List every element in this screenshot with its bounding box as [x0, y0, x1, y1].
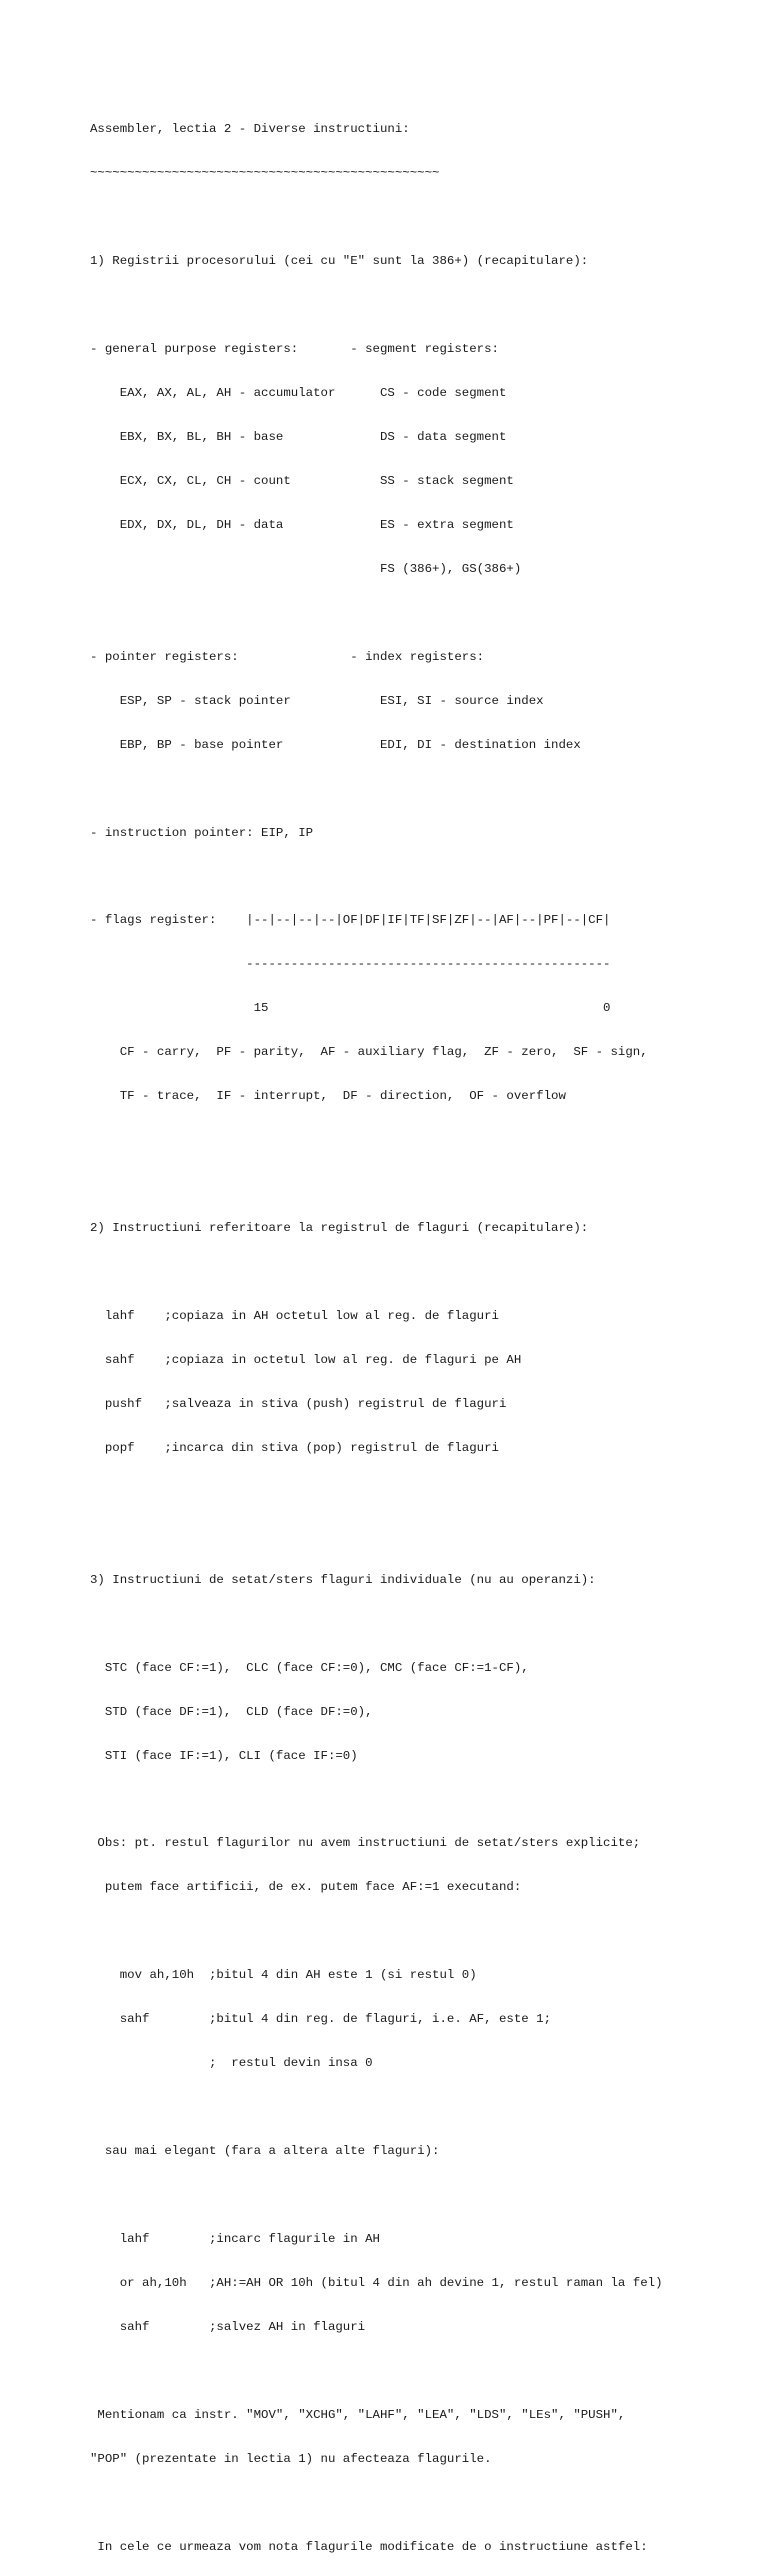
doc-line	[90, 1133, 663, 1148]
doc-line	[90, 2496, 663, 2511]
doc-line: sahf ;salvez AH in flaguri	[90, 2319, 366, 2334]
doc-line: sau mai elegant (fara a altera alte flaguri):	[90, 2144, 440, 2159]
doc-line: EBP, BP - base pointer EDI, DI - destination index	[90, 737, 581, 752]
doc-line: 15 0	[90, 1001, 611, 1016]
doc-line: 1) Registrii procesorului (cei cu "E" sunt la 386+) (recapitulare):	[90, 254, 589, 269]
doc-line: ~~~~~~~~~~~~~~~~~~~~~~~~~~~~~~~~~~~~~~~~~~~~~~~	[90, 166, 440, 181]
doc-line: ECX, CX, CL, CH - count SS - stack segment	[90, 473, 514, 488]
document-page	[90, 93, 663, 2569]
doc-line	[90, 1617, 663, 1632]
doc-line: or ah,10h ;AH:=AH OR 10h (bitul 4 din ah devine 1, restul raman la fel)	[90, 2276, 663, 2291]
doc-line: - instruction pointer: EIP, IP	[90, 825, 314, 840]
doc-line	[90, 210, 663, 225]
doc-line: STC (face CF:=1), CLC (face CF:=0), CMC (face CF:=1-CF),	[90, 1660, 529, 1675]
doc-line: lahf ;incarc flagurile in AH	[90, 2232, 380, 2247]
doc-line: -------------------------------------------------	[90, 957, 611, 972]
doc-line: sahf ;copiaza in octetul low al reg. de flaguri pe AH	[90, 1353, 522, 1367]
doc-line: - flags register: |--|--|--|--|OF|DF|IF|TF|SF|ZF|--|AF|--|PF|--|CF|	[90, 913, 611, 928]
doc-line	[90, 2188, 663, 2203]
doc-line: lahf ;copiaza in AH octetul low al reg. de flaguri	[90, 1309, 499, 1324]
doc-line	[90, 1485, 663, 1500]
doc-line: - general purpose registers: - segment registers:	[90, 342, 499, 357]
doc-line: EDX, DX, DL, DH - data ES - extra segment	[90, 517, 514, 532]
doc-line: putem face artificii, de ex. putem face AF:=1 executand:	[90, 1880, 522, 1895]
doc-line	[90, 2364, 663, 2379]
doc-line: EAX, AX, AL, AH - accumulator CS - code segment	[90, 386, 507, 401]
doc-line: popf ;incarca din stiva (pop) registrul de flaguri	[90, 1440, 499, 1455]
doc-line: Mentionam ca instr. "MOV", "XCHG", "LAHF", "LEA", "LDS", "LEs", "PUSH",	[90, 2407, 626, 2422]
doc-line: "POP" (prezentate in lectia 1) nu afecteaza flagurile.	[90, 2451, 492, 2466]
doc-line: - pointer registers: - index registers:	[90, 649, 485, 664]
doc-line: 3) Instructiuni de setat/sters flaguri individuale (nu au operanzi):	[90, 1572, 596, 1587]
doc-line	[90, 2100, 663, 2115]
doc-line: sahf ;bitul 4 din reg. de flaguri, i.e. AF, este 1;	[90, 2012, 552, 2027]
doc-line: CF - carry, PF - parity, AF - auxiliary flag, ZF - zero, SF - sign,	[90, 1045, 648, 1060]
doc-line: pushf ;salveaza in stiva (push) registrul de flaguri	[90, 1396, 507, 1411]
doc-line	[90, 1924, 663, 1939]
doc-line: STD (face DF:=1), CLD (face DF:=0),	[90, 1704, 373, 1719]
doc-line: ESP, SP - stack pointer ESI, SI - source index	[90, 693, 544, 708]
doc-line	[90, 782, 663, 797]
doc-line	[90, 1529, 663, 1544]
doc-line: In cele ce urmeaza vom nota flagurile modificate de o instructiune astfel:	[90, 2539, 648, 2554]
doc-line: Assembler, lectia 2 - Diverse instructiuni:	[90, 122, 410, 137]
doc-line: TF - trace, IF - interrupt, DF - direction, OF - overflow	[90, 1089, 566, 1104]
doc-line	[90, 870, 663, 885]
doc-line: 2) Instructiuni referitoare la registrul de flaguri (recapitulare):	[90, 1221, 589, 1236]
doc-line	[90, 1793, 663, 1808]
doc-line: Obs: pt. restul flagurilor nu avem instructiuni de setat/sters explicite;	[90, 1836, 641, 1851]
doc-line	[90, 606, 663, 621]
doc-line	[90, 298, 663, 313]
doc-line: mov ah,10h ;bitul 4 din AH este 1 (si restul 0)	[90, 1968, 477, 1983]
doc-line: STI (face IF:=1), CLI (face IF:=0)	[90, 1748, 358, 1763]
doc-line: EBX, BX, BL, BH - base DS - data segment	[90, 429, 507, 444]
doc-line: ; restul devin insa 0	[90, 2056, 373, 2071]
doc-line	[90, 1177, 663, 1192]
doc-line	[90, 1265, 663, 1280]
doc-line: FS (386+), GS(386+)	[90, 561, 522, 576]
